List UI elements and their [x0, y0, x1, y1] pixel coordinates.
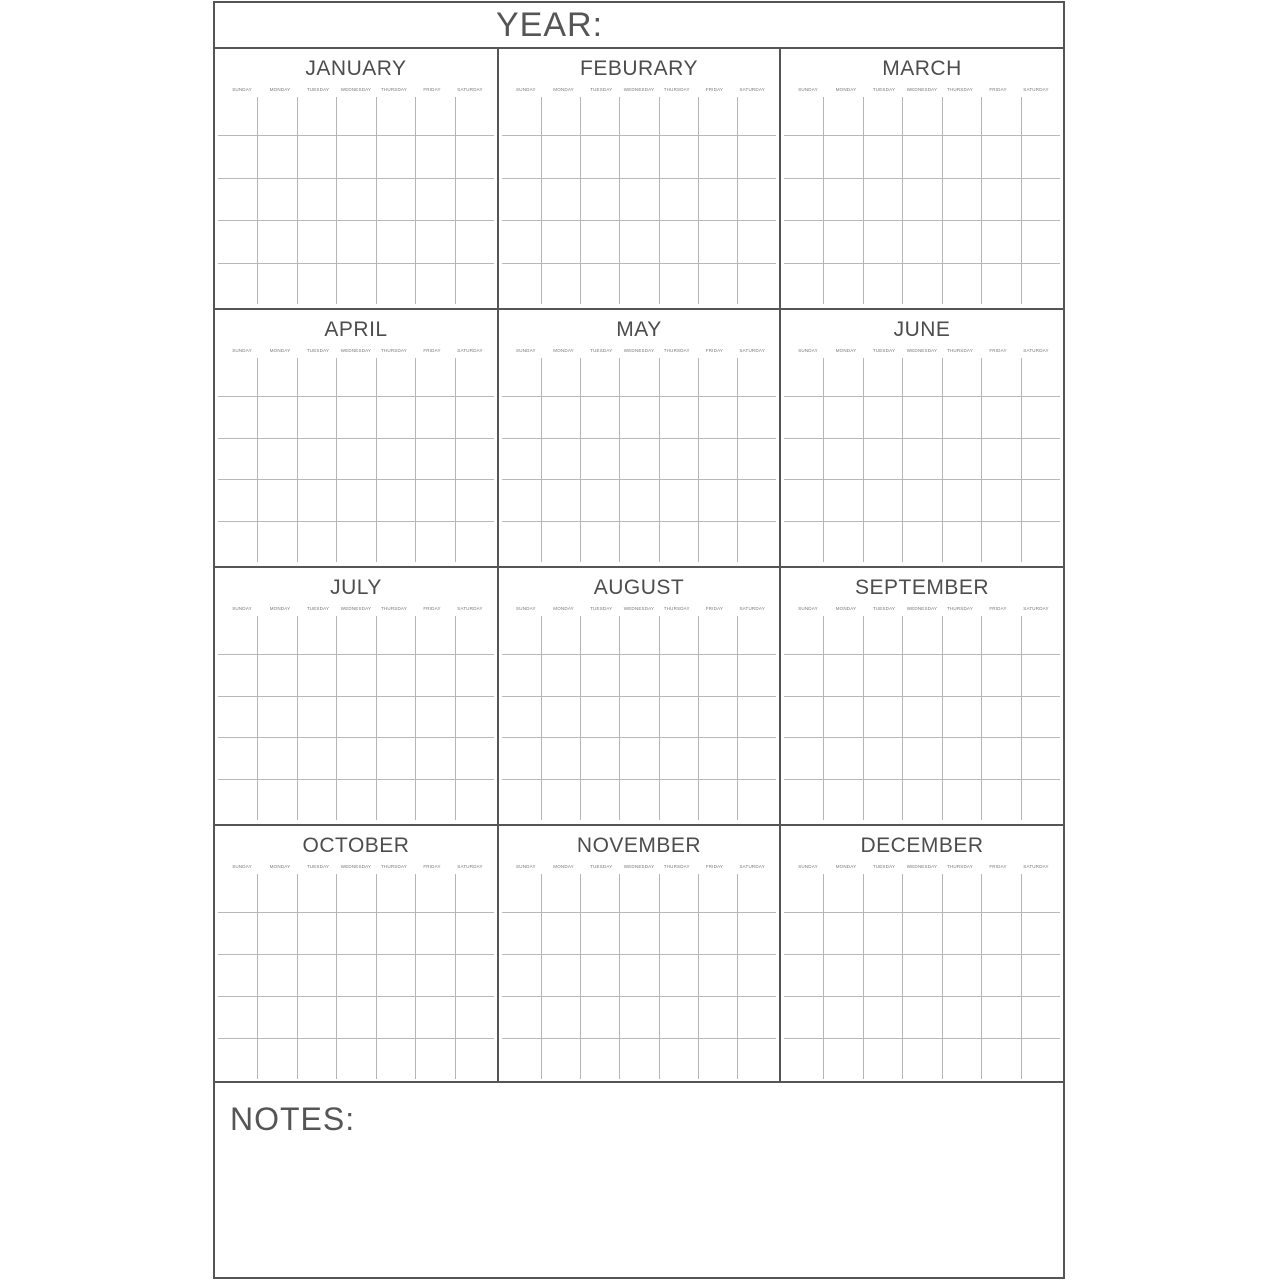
grid-row-line	[784, 954, 1060, 955]
grid-column-line	[1021, 874, 1022, 1079]
month-october[interactable]	[215, 826, 497, 1083]
grid-row-line	[502, 396, 776, 397]
weekday-label: FRIDAY	[705, 606, 724, 611]
weekday-label: TUESDAY	[306, 864, 330, 869]
weekday-label: TUESDAY	[872, 606, 896, 611]
grid-column-line	[1021, 97, 1022, 304]
weekday-header-row	[789, 348, 1055, 356]
weekday-header-row	[507, 348, 771, 356]
grid-row-line	[218, 263, 494, 264]
month-november[interactable]	[499, 826, 779, 1083]
weekday-label: THURSDAY	[663, 87, 690, 92]
weekday-label: WEDNESDAY	[623, 87, 655, 92]
weekday-label: SATURDAY	[1023, 606, 1049, 611]
grid-column-line	[1021, 616, 1022, 820]
grid-row-line	[502, 779, 776, 780]
weekday-label: TUESDAY	[872, 87, 896, 92]
grid-column-line	[455, 358, 456, 562]
grid-row-line	[502, 696, 776, 697]
grid-column-line	[619, 874, 620, 1079]
grid-row-line	[218, 479, 494, 480]
grid-column-line	[863, 874, 864, 1079]
grid-column-line	[737, 616, 738, 820]
grid-row-line	[502, 996, 776, 997]
grid-row-line	[218, 396, 494, 397]
day-grid[interactable]	[502, 358, 776, 562]
weekday-label: THURSDAY	[380, 348, 408, 353]
grid-column-line	[580, 616, 581, 820]
month-december[interactable]	[781, 826, 1063, 1083]
grid-row-line	[218, 737, 494, 738]
weekday-label: TUESDAY	[590, 606, 613, 611]
grid-row-line	[784, 912, 1060, 913]
weekday-label: SATURDAY	[739, 864, 765, 869]
weekday-label: TUESDAY	[306, 606, 330, 611]
grid-column-line	[737, 874, 738, 1079]
grid-column-line	[823, 358, 824, 562]
grid-column-line	[659, 97, 660, 304]
grid-column-line	[376, 97, 377, 304]
weekday-label: SUNDAY	[516, 864, 536, 869]
grid-column-line	[297, 874, 298, 1079]
grid-column-line	[942, 97, 943, 304]
grid-column-line	[698, 97, 699, 304]
grid-row-line	[218, 954, 494, 955]
day-grid[interactable]	[218, 358, 494, 562]
grid-column-line	[737, 358, 738, 562]
weekday-header-row	[223, 864, 489, 872]
grid-column-line	[942, 358, 943, 562]
grid-column-line	[297, 616, 298, 820]
grid-row-line	[784, 396, 1060, 397]
grid-column-line	[659, 874, 660, 1079]
month-name: JANUARY	[305, 57, 407, 80]
weekday-header-row	[789, 864, 1055, 872]
grid-row-line	[784, 779, 1060, 780]
month-name: MAY	[616, 318, 662, 341]
weekday-label: THURSDAY	[663, 864, 690, 869]
weekday-label: MONDAY	[269, 87, 291, 92]
weekday-label: THURSDAY	[946, 87, 974, 92]
weekday-label: SATURDAY	[457, 87, 483, 92]
month-may[interactable]	[499, 310, 779, 566]
month-name: AUGUST	[593, 576, 685, 599]
day-grid[interactable]	[502, 616, 776, 820]
grid-column-line	[902, 874, 903, 1079]
weekday-label: FRIDAY	[989, 864, 1007, 869]
weekday-label: THURSDAY	[380, 87, 408, 92]
month-january[interactable]	[215, 49, 497, 308]
year-header	[215, 3, 1063, 49]
day-grid[interactable]	[218, 97, 494, 304]
grid-column-line	[297, 97, 298, 304]
grid-row-line	[218, 996, 494, 997]
weekday-label: TUESDAY	[306, 348, 330, 353]
grid-row-line	[784, 135, 1060, 136]
grid-column-line	[257, 616, 258, 820]
weekday-header-row	[507, 87, 771, 95]
month-name: DECEMBER	[860, 834, 984, 857]
weekday-header-row	[507, 864, 771, 872]
grid-row-line	[784, 479, 1060, 480]
weekday-label: FRIDAY	[989, 87, 1007, 92]
grid-column-line	[902, 616, 903, 820]
weekday-label: FRIDAY	[989, 348, 1007, 353]
grid-row-line	[218, 438, 494, 439]
weekday-label: MONDAY	[835, 864, 857, 869]
weekday-label: THURSDAY	[946, 348, 974, 353]
grid-row-line	[502, 263, 776, 264]
grid-column-line	[541, 97, 542, 304]
weekday-label: THURSDAY	[663, 348, 690, 353]
weekday-label: MONDAY	[269, 348, 291, 353]
grid-column-line	[336, 358, 337, 562]
month-name: JUNE	[893, 318, 951, 341]
weekday-label: MONDAY	[553, 606, 574, 611]
grid-row-line	[218, 696, 494, 697]
grid-column-line	[580, 874, 581, 1079]
month-name: JULY	[330, 576, 382, 599]
grid-column-line	[415, 616, 416, 820]
weekday-label: SUNDAY	[232, 87, 252, 92]
grid-row-line	[502, 178, 776, 179]
weekday-label: SATURDAY	[739, 348, 765, 353]
weekday-label: WEDNESDAY	[340, 87, 372, 92]
grid-row-line	[502, 135, 776, 136]
grid-column-line	[698, 616, 699, 820]
grid-column-line	[981, 97, 982, 304]
weekday-label: THURSDAY	[663, 606, 690, 611]
weekday-header-row	[223, 348, 489, 356]
day-grid[interactable]	[784, 616, 1060, 820]
grid-column-line	[823, 874, 824, 1079]
grid-column-line	[455, 874, 456, 1079]
weekday-label: WEDNESDAY	[906, 348, 938, 353]
grid-column-line	[455, 616, 456, 820]
grid-row-line	[502, 654, 776, 655]
weekday-label: FRIDAY	[989, 606, 1007, 611]
month-september[interactable]	[781, 568, 1063, 824]
month-august[interactable]	[499, 568, 779, 824]
grid-column-line	[415, 358, 416, 562]
weekday-label: WEDNESDAY	[906, 87, 938, 92]
weekday-label: SUNDAY	[798, 606, 818, 611]
grid-row-line	[218, 220, 494, 221]
grid-row-line	[502, 521, 776, 522]
grid-column-line	[376, 358, 377, 562]
grid-column-line	[1021, 358, 1022, 562]
grid-column-line	[580, 358, 581, 562]
notes-section[interactable]	[215, 1081, 1063, 1277]
grid-row-line	[784, 696, 1060, 697]
day-grid[interactable]	[784, 358, 1060, 562]
weekday-label: THURSDAY	[380, 606, 408, 611]
day-grid[interactable]	[784, 97, 1060, 304]
weekday-label: MONDAY	[269, 606, 291, 611]
grid-column-line	[863, 616, 864, 820]
grid-column-line	[737, 97, 738, 304]
grid-column-line	[981, 358, 982, 562]
grid-row-line	[502, 479, 776, 480]
grid-row-line	[502, 737, 776, 738]
month-name: SEPTEMBER	[854, 576, 990, 599]
grid-row-line	[784, 996, 1060, 997]
grid-column-line	[902, 358, 903, 562]
weekday-label: WEDNESDAY	[623, 348, 655, 353]
weekday-label: SUNDAY	[798, 864, 818, 869]
grid-column-line	[541, 616, 542, 820]
weekday-label: TUESDAY	[306, 87, 330, 92]
weekday-label: SATURDAY	[739, 87, 765, 92]
grid-column-line	[257, 358, 258, 562]
grid-column-line	[336, 97, 337, 304]
grid-column-line	[863, 358, 864, 562]
grid-row-line	[218, 135, 494, 136]
grid-column-line	[981, 616, 982, 820]
grid-column-line	[257, 97, 258, 304]
weekday-label: SUNDAY	[798, 87, 818, 92]
weekday-label: WEDNESDAY	[340, 348, 372, 353]
weekday-label: SATURDAY	[457, 864, 483, 869]
month-june[interactable]	[781, 310, 1063, 566]
weekday-label: FRIDAY	[423, 606, 441, 611]
weekday-label: FRIDAY	[423, 348, 441, 353]
month-name: MARCH	[882, 57, 962, 80]
month-name: FEBURARY	[580, 57, 698, 80]
grid-column-line	[619, 616, 620, 820]
weekday-label: MONDAY	[835, 606, 857, 611]
grid-column-line	[257, 874, 258, 1079]
grid-column-line	[580, 97, 581, 304]
grid-column-line	[659, 616, 660, 820]
grid-row-line	[784, 438, 1060, 439]
grid-column-line	[659, 358, 660, 562]
grid-row-line	[502, 912, 776, 913]
weekday-label: SUNDAY	[232, 348, 252, 353]
month-march[interactable]	[781, 49, 1063, 308]
grid-row-line	[784, 1038, 1060, 1039]
weekday-label: SUNDAY	[232, 606, 252, 611]
grid-column-line	[823, 97, 824, 304]
grid-row-line	[218, 1038, 494, 1039]
weekday-label: WEDNESDAY	[340, 864, 372, 869]
grid-column-line	[902, 97, 903, 304]
weekday-label: MONDAY	[553, 87, 574, 92]
weekday-label: FRIDAY	[705, 864, 724, 869]
notes-label: NOTES:	[230, 1101, 356, 1137]
grid-column-line	[698, 358, 699, 562]
weekday-label: SUNDAY	[516, 87, 536, 92]
weekday-label: TUESDAY	[590, 87, 613, 92]
grid-row-line	[784, 521, 1060, 522]
weekday-label: WEDNESDAY	[906, 864, 938, 869]
weekday-header-row	[223, 606, 489, 614]
grid-column-line	[415, 97, 416, 304]
weekday-label: THURSDAY	[946, 606, 974, 611]
grid-column-line	[415, 874, 416, 1079]
weekday-label: TUESDAY	[590, 864, 613, 869]
grid-column-line	[541, 358, 542, 562]
grid-row-line	[502, 954, 776, 955]
day-grid[interactable]	[502, 874, 776, 1079]
grid-row-line	[784, 178, 1060, 179]
month-april[interactable]	[215, 310, 497, 566]
weekday-label: MONDAY	[553, 864, 574, 869]
weekday-label: MONDAY	[553, 348, 574, 353]
weekday-header-row	[789, 87, 1055, 95]
month-name: NOVEMBER	[576, 834, 702, 857]
day-grid[interactable]	[218, 616, 494, 820]
grid-row-line	[502, 1038, 776, 1039]
weekday-label: WEDNESDAY	[340, 606, 372, 611]
weekday-label: SATURDAY	[457, 348, 483, 353]
weekday-label: MONDAY	[835, 87, 857, 92]
year-planner-board	[213, 1, 1065, 1279]
weekday-label: TUESDAY	[872, 348, 896, 353]
weekday-label: SATURDAY	[1023, 348, 1049, 353]
grid-column-line	[823, 616, 824, 820]
weekday-label: THURSDAY	[380, 864, 408, 869]
grid-row-line	[218, 779, 494, 780]
weekday-label: WEDNESDAY	[906, 606, 938, 611]
grid-row-line	[784, 654, 1060, 655]
grid-row-line	[502, 220, 776, 221]
grid-column-line	[336, 616, 337, 820]
weekday-label: WEDNESDAY	[623, 606, 655, 611]
weekday-label: TUESDAY	[590, 348, 613, 353]
weekday-label: SUNDAY	[798, 348, 818, 353]
weekday-label: MONDAY	[269, 864, 291, 869]
day-grid[interactable]	[218, 874, 494, 1079]
weekday-label: TUESDAY	[872, 864, 896, 869]
grid-row-line	[784, 263, 1060, 264]
month-july[interactable]	[215, 568, 497, 824]
grid-column-line	[981, 874, 982, 1079]
month-name: OCTOBER	[302, 834, 410, 857]
grid-column-line	[863, 97, 864, 304]
day-grid[interactable]	[784, 874, 1060, 1079]
weekday-label: SATURDAY	[739, 606, 765, 611]
grid-column-line	[619, 358, 620, 562]
grid-column-line	[455, 97, 456, 304]
grid-column-line	[698, 874, 699, 1079]
month-feburary[interactable]	[499, 49, 779, 308]
grid-column-line	[336, 874, 337, 1079]
grid-row-line	[218, 521, 494, 522]
weekday-header-row	[507, 606, 771, 614]
weekday-label: SUNDAY	[516, 348, 536, 353]
grid-column-line	[376, 874, 377, 1079]
weekday-label: SATURDAY	[1023, 87, 1049, 92]
grid-row-line	[784, 220, 1060, 221]
day-grid[interactable]	[502, 97, 776, 304]
grid-row-line	[502, 438, 776, 439]
weekday-label: WEDNESDAY	[623, 864, 655, 869]
weekday-label: SUNDAY	[516, 606, 536, 611]
grid-column-line	[942, 616, 943, 820]
weekday-header-row	[789, 606, 1055, 614]
month-name: APRIL	[324, 318, 388, 341]
grid-column-line	[619, 97, 620, 304]
weekday-label: FRIDAY	[423, 864, 441, 869]
grid-row-line	[784, 737, 1060, 738]
weekday-label: THURSDAY	[946, 864, 974, 869]
weekday-label: FRIDAY	[705, 87, 724, 92]
months-grid	[215, 49, 1063, 1083]
weekday-label: SATURDAY	[457, 606, 483, 611]
grid-row-line	[218, 654, 494, 655]
grid-row-line	[218, 178, 494, 179]
weekday-header-row	[223, 87, 489, 95]
weekday-label: FRIDAY	[423, 87, 441, 92]
grid-row-line	[218, 912, 494, 913]
weekday-label: SATURDAY	[1023, 864, 1049, 869]
weekday-label: SUNDAY	[232, 864, 252, 869]
grid-column-line	[297, 358, 298, 562]
grid-column-line	[376, 616, 377, 820]
grid-column-line	[541, 874, 542, 1079]
grid-column-line	[942, 874, 943, 1079]
year-label: YEAR:	[496, 6, 604, 44]
weekday-label: FRIDAY	[705, 348, 724, 353]
weekday-label: MONDAY	[835, 348, 857, 353]
